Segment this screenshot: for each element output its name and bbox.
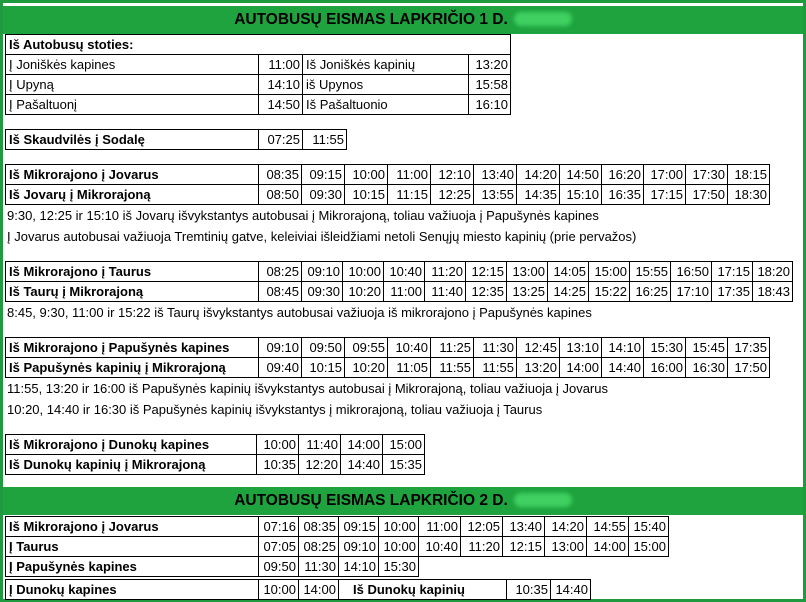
time-cell: 15:00 [383, 435, 425, 455]
time-cell: 09:40 [259, 358, 302, 378]
time-cell: 14:20 [545, 517, 587, 537]
papusyne-table [5, 337, 770, 378]
time-cell: 16:20 [602, 165, 644, 185]
jovarus-note: 9:30, 12:25 ir 15:10 iš Jovarų išvykstantys autobusai į Mikrorajoną, toliau važiuoja į Papušynės kapines [7, 208, 599, 223]
time-cell: 16:30 [686, 358, 728, 378]
table-row [6, 165, 770, 185]
time-cell: 14:25 [548, 282, 589, 302]
time-cell: 10:20 [343, 282, 384, 302]
time-cell: 07:05 [259, 537, 299, 557]
time-cell: 11:55 [303, 130, 347, 150]
table-row [6, 580, 591, 600]
time-cell: 18:15 [728, 165, 770, 185]
time-cell: 09:10 [339, 537, 379, 557]
route-label: iš Upynos [303, 75, 469, 95]
time-cell: 17:00 [644, 165, 686, 185]
time-cell: 11:40 [299, 435, 341, 455]
time-cell: 11:00 [259, 55, 303, 75]
route-label: Iš Papušynės kapinių į Mikrorajoną [6, 358, 259, 378]
time-cell: 08:50 [259, 185, 302, 205]
time-cell: 11:25 [431, 338, 474, 358]
time-cell: 12:35 [466, 282, 507, 302]
day1-title: AUTOBUSŲ EISMAS LAPKRIČIO 1 D. [234, 11, 508, 28]
time-cell: 13:00 [545, 537, 587, 557]
papusyne-note: 11:55, 13:20 ir 16:00 iš Papušynės kapinių išvykstantys autobusai į Mikrorajoną, toliau važiuoja į Jovarus [7, 381, 608, 396]
time-cell: 12:05 [461, 517, 503, 537]
time-cell: 16:35 [602, 185, 644, 205]
time-cell: 12:20 [299, 455, 341, 475]
time-cell: 14:10 [339, 557, 379, 577]
taurus-note: 8:45, 9:30, 11:00 ir 15:22 iš Taurų išvykstantys autobusai važiuoja iš mikrorajono į Papušynės kapines [7, 305, 592, 320]
time-cell: 14:00 [341, 435, 383, 455]
time-cell: 14:10 [602, 338, 644, 358]
time-cell: 12:45 [517, 338, 560, 358]
time-cell: 14:10 [259, 75, 303, 95]
time-cell: 16:10 [469, 95, 511, 115]
time-cell: 12:15 [503, 537, 545, 557]
time-cell: 14:40 [341, 455, 383, 475]
time-cell: 09:15 [339, 517, 379, 537]
time-cell: 14:00 [587, 537, 629, 557]
route-label: Iš Skaudvilės į Sodalę [6, 130, 259, 150]
time-cell: 10:20 [345, 358, 388, 378]
time-cell: 15:30 [644, 338, 686, 358]
jovarus-note: Į Jovarus autobusai važiuoja Tremtinių gatve, keleiviai išleidžiami netoli Senųjų miesto kapinių (prie pervažos) [7, 229, 637, 244]
time-cell: 10:40 [419, 537, 461, 557]
time-cell: 15:40 [629, 517, 669, 537]
time-cell: 16:25 [630, 282, 671, 302]
time-cell: 09:55 [345, 338, 388, 358]
time-cell: 13:40 [503, 517, 545, 537]
time-cell: 10:00 [257, 435, 299, 455]
day2-banner [3, 487, 803, 515]
time-cell: 16:00 [644, 358, 686, 378]
table-row [6, 338, 770, 358]
time-cell: 17:10 [671, 282, 712, 302]
table-row [6, 35, 511, 55]
time-cell: 10:15 [345, 185, 388, 205]
route-label: Iš Mikrorajono į Jovarus [6, 517, 259, 537]
time-cell: 11:05 [388, 358, 431, 378]
time-cell: 17:50 [686, 185, 728, 205]
time-cell: 17:15 [644, 185, 686, 205]
time-cell: 15:22 [589, 282, 630, 302]
time-cell: 14:50 [259, 95, 303, 115]
time-cell: 09:30 [302, 185, 345, 205]
time-cell: 11:00 [384, 282, 425, 302]
time-cell: 10:40 [388, 338, 431, 358]
table-row [6, 455, 425, 475]
time-cell: 10:35 [257, 455, 299, 475]
time-cell: 10:15 [302, 358, 345, 378]
station-table [5, 34, 511, 115]
route-label: Į Pašaltuonį [6, 95, 259, 115]
time-cell: 15:45 [686, 338, 728, 358]
time-cell: 10:00 [259, 580, 299, 600]
time-cell: 18:43 [753, 282, 793, 302]
time-cell: 15:10 [560, 185, 602, 205]
day2-table [5, 516, 669, 577]
route-label: Iš Joniškės kapinių [303, 55, 469, 75]
time-cell: 10:00 [343, 262, 384, 282]
route-label: Iš Mikrorajono į Taurus [6, 262, 259, 282]
time-cell: 14:00 [560, 358, 602, 378]
skaudvile-table [5, 129, 347, 150]
redacted-mark [514, 12, 572, 26]
time-cell: 11:15 [388, 185, 431, 205]
station-header: Iš Autobusų stoties: [6, 35, 511, 55]
time-cell: 08:45 [259, 282, 302, 302]
table-row [6, 557, 669, 577]
time-cell: 12:10 [431, 165, 474, 185]
route-label: Į Joniškės kapines [6, 55, 259, 75]
table-row [6, 517, 669, 537]
time-cell: 17:30 [686, 165, 728, 185]
time-cell: 17:15 [712, 262, 753, 282]
time-cell: 09:50 [259, 557, 299, 577]
time-cell: 15:55 [630, 262, 671, 282]
time-cell: 14:05 [548, 262, 589, 282]
day2-title: AUTOBUSŲ EISMAS LAPKRIČIO 2 D. [234, 492, 508, 509]
route-label: Iš Mikrorajono į Dunokų kapines [6, 435, 257, 455]
time-cell: 14:20 [517, 165, 560, 185]
time-cell: 17:50 [728, 358, 770, 378]
time-cell: 10:35 [507, 580, 551, 600]
time-cell: 15:00 [629, 537, 669, 557]
table-row [6, 130, 347, 150]
route-label: Į Upyną [6, 75, 259, 95]
time-cell: 11:00 [388, 165, 431, 185]
table-row [6, 95, 511, 115]
route-label: Iš Pašaltuonio [303, 95, 469, 115]
route-label: Į Papušynės kapines [6, 557, 259, 577]
time-cell: 12:25 [431, 185, 474, 205]
time-cell: 10:00 [379, 517, 419, 537]
time-cell: 10:00 [379, 537, 419, 557]
time-cell: 11:40 [425, 282, 466, 302]
time-cell: 14:40 [602, 358, 644, 378]
time-cell: 12:15 [466, 262, 507, 282]
time-cell: 14:40 [551, 580, 591, 600]
time-cell: 13:55 [474, 185, 517, 205]
papusyne-note: 10:20, 14:40 ir 16:30 iš Papušynės kapinių išvykstantys į mikrorajoną, toliau važiuoja į Taurus [7, 402, 543, 417]
time-cell: 11:55 [431, 358, 474, 378]
time-cell: 14:00 [299, 580, 339, 600]
time-cell: 15:00 [589, 262, 630, 282]
time-cell: 13:40 [474, 165, 517, 185]
time-cell: 14:35 [517, 185, 560, 205]
time-cell: 08:35 [259, 165, 302, 185]
redacted-mark [514, 493, 572, 507]
time-cell: 18:20 [753, 262, 793, 282]
table-row [6, 75, 511, 95]
day2-dunokai-table [5, 579, 591, 600]
table-row [6, 282, 793, 302]
table-row [6, 55, 511, 75]
table-row [6, 537, 669, 557]
dunokai-table [5, 434, 425, 475]
time-cell: 11:55 [474, 358, 517, 378]
time-cell: 11:30 [299, 557, 339, 577]
time-cell: 08:25 [299, 537, 339, 557]
time-cell: 11:20 [425, 262, 466, 282]
time-cell: 13:20 [517, 358, 560, 378]
time-cell: 15:30 [379, 557, 419, 577]
time-cell: 09:15 [302, 165, 345, 185]
time-cell: 09:10 [259, 338, 302, 358]
time-cell: 09:30 [302, 282, 343, 302]
table-row [6, 358, 770, 378]
jovarus-table [5, 164, 770, 205]
time-cell: 15:58 [469, 75, 511, 95]
time-cell: 18:30 [728, 185, 770, 205]
table-row [6, 435, 425, 455]
time-cell: 07:25 [259, 130, 303, 150]
time-cell: 13:00 [507, 262, 548, 282]
time-cell: 10:40 [384, 262, 425, 282]
time-cell: 08:35 [299, 517, 339, 537]
time-cell: 17:35 [728, 338, 770, 358]
route-label: Iš Mikrorajono į Papušynės kapines [6, 338, 259, 358]
time-cell: 13:10 [560, 338, 602, 358]
time-cell: 14:50 [560, 165, 602, 185]
route-label: Iš Dunokų kapinių į Mikrorajoną [6, 455, 257, 475]
taurus-table [5, 261, 793, 302]
time-cell: 07:16 [259, 517, 299, 537]
route-label: Iš Mikrorajono į Jovarus [6, 165, 259, 185]
table-row [6, 185, 770, 205]
route-label: Iš Jovarų į Mikrorajoną [6, 185, 259, 205]
time-cell: 10:00 [345, 165, 388, 185]
route-label: Iš Taurų į Mikrorajoną [6, 282, 259, 302]
time-cell: 09:10 [302, 262, 343, 282]
time-cell: 11:20 [461, 537, 503, 557]
route-label: Į Dunokų kapines [6, 580, 259, 600]
time-cell: 09:50 [302, 338, 345, 358]
time-cell: 11:30 [474, 338, 517, 358]
time-cell: 16:50 [671, 262, 712, 282]
table-row [6, 262, 793, 282]
time-cell: 15:35 [383, 455, 425, 475]
route-label: Į Taurus [6, 537, 259, 557]
day1-banner [3, 6, 803, 34]
time-cell: 08:25 [259, 262, 302, 282]
time-cell: 13:25 [507, 282, 548, 302]
time-cell: 14:55 [587, 517, 629, 537]
time-cell: 17:35 [712, 282, 753, 302]
time-cell: 13:20 [469, 55, 511, 75]
time-cell: 11:00 [419, 517, 461, 537]
route-label: Iš Dunokų kapinių [339, 580, 507, 600]
